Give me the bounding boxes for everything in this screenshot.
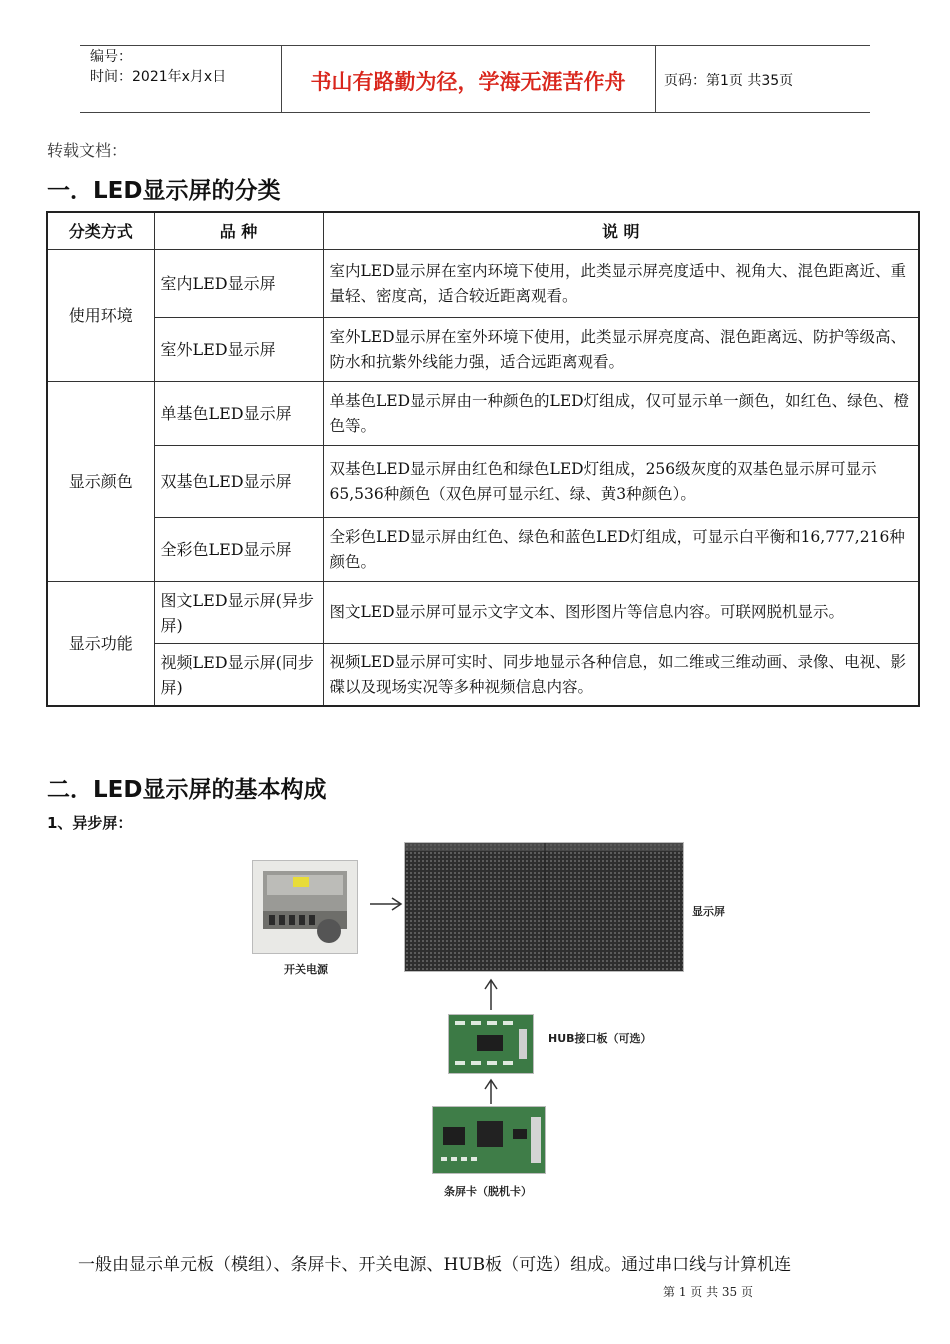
header-top-rule xyxy=(80,45,870,46)
page-footer: 第 1 页 共 35 页 xyxy=(663,1285,753,1299)
header-meta xyxy=(90,47,226,87)
header-page-info: 页码：第1页 共35页 xyxy=(664,73,794,89)
header-divider xyxy=(655,45,656,113)
table-row xyxy=(47,318,919,382)
table-row xyxy=(47,250,919,318)
category-cell: 显示功能 xyxy=(47,582,154,706)
description-cell: 双基色LED显示屏由红色和绿色LED灯组成，256级灰度的双基色显示屏可显示65,536种颜色（双色屏可显示红、绿、黄3种颜色）。 xyxy=(323,446,919,518)
power-supply-image xyxy=(252,860,358,954)
kind-cell: 室外LED显示屏 xyxy=(154,318,323,382)
description-cell: 图文LED显示屏可显示文字文本、图形图片等信息内容。可联网脱机显示。 xyxy=(323,582,919,644)
arrow-up-icon xyxy=(484,978,498,1012)
description-cell: 单基色LED显示屏由一种颜色的LED灯组成，仅可显示单一颜色，如红色、绿色、橙色等。 xyxy=(323,382,919,446)
category-cell: 显示颜色 xyxy=(47,382,154,582)
table-header-row xyxy=(47,212,919,250)
body-paragraph: 一般由显示单元板（模组）、条屏卡、开关电源、HUB板（可选）组成。通过串口线与计算机连 xyxy=(78,1255,792,1275)
table-row xyxy=(47,518,919,582)
description-cell: 全彩色LED显示屏由红色、绿色和蓝色LED灯组成，可显示白平衡和16,777,216种颜色。 xyxy=(323,518,919,582)
hub-board-image xyxy=(448,1014,534,1074)
section1-title: 一．LED显示屏的分类 xyxy=(47,178,281,204)
kind-cell: 图文LED显示屏(异步屏) xyxy=(154,582,323,644)
led-screen-caption: 显示屏 xyxy=(692,905,725,918)
power-supply-caption: 开关电源 xyxy=(284,963,328,976)
section2-title: 二．LED显示屏的基本构成 xyxy=(47,777,327,803)
kind-cell: 视频LED显示屏(同步屏) xyxy=(154,644,323,706)
header-motto: 书山有路勤为径，学海无涯苦作舟 xyxy=(310,70,626,94)
kind-cell: 双基色LED显示屏 xyxy=(154,446,323,518)
kind-cell: 全彩色LED显示屏 xyxy=(154,518,323,582)
table-row xyxy=(47,382,919,446)
kind-cell: 单基色LED显示屏 xyxy=(154,382,323,446)
kind-cell: 室内LED显示屏 xyxy=(154,250,323,318)
arrow-up-icon xyxy=(484,1078,498,1106)
table-row xyxy=(47,582,919,644)
table-header-cell: 分类方式 xyxy=(47,212,154,250)
doc-time-label: 时间：2021年x月x日 xyxy=(90,69,227,85)
controller-card-caption: 条屏卡（脱机卡） xyxy=(444,1185,532,1198)
description-cell: 室外LED显示屏在室外环境下使用，此类显示屏亮度高、混色距离远、防护等级高、防水和抗紫外线能力强，适合远距离观看。 xyxy=(323,318,919,382)
header-bottom-rule xyxy=(80,112,870,113)
hub-board-caption: HUB接口板（可选） xyxy=(548,1032,652,1045)
controller-card-image xyxy=(432,1106,546,1174)
classification-table xyxy=(46,211,920,707)
description-cell: 室内LED显示屏在室内环境下使用，此类显示屏亮度适中、视角大、混色距离近、重量轻、密度高，适合较近距离观看。 xyxy=(323,250,919,318)
intro-note: 转载文档： xyxy=(47,141,128,160)
table-header-cell: 说 明 xyxy=(323,212,919,250)
doc-code-label: 编号： xyxy=(90,49,132,65)
arrow-right-icon xyxy=(368,897,404,911)
table-row xyxy=(47,644,919,706)
table-row xyxy=(47,446,919,518)
description-cell: 视频LED显示屏可实时、同步地显示各种信息，如二维或三维动画、录像、电视、影碟以及现场实况等多种视频信息内容。 xyxy=(323,644,919,706)
led-screen-image xyxy=(404,842,684,972)
section2-subtitle: 1、异步屏： xyxy=(47,814,133,832)
category-cell: 使用环境 xyxy=(47,250,154,382)
table-header-cell: 品 种 xyxy=(154,212,323,250)
